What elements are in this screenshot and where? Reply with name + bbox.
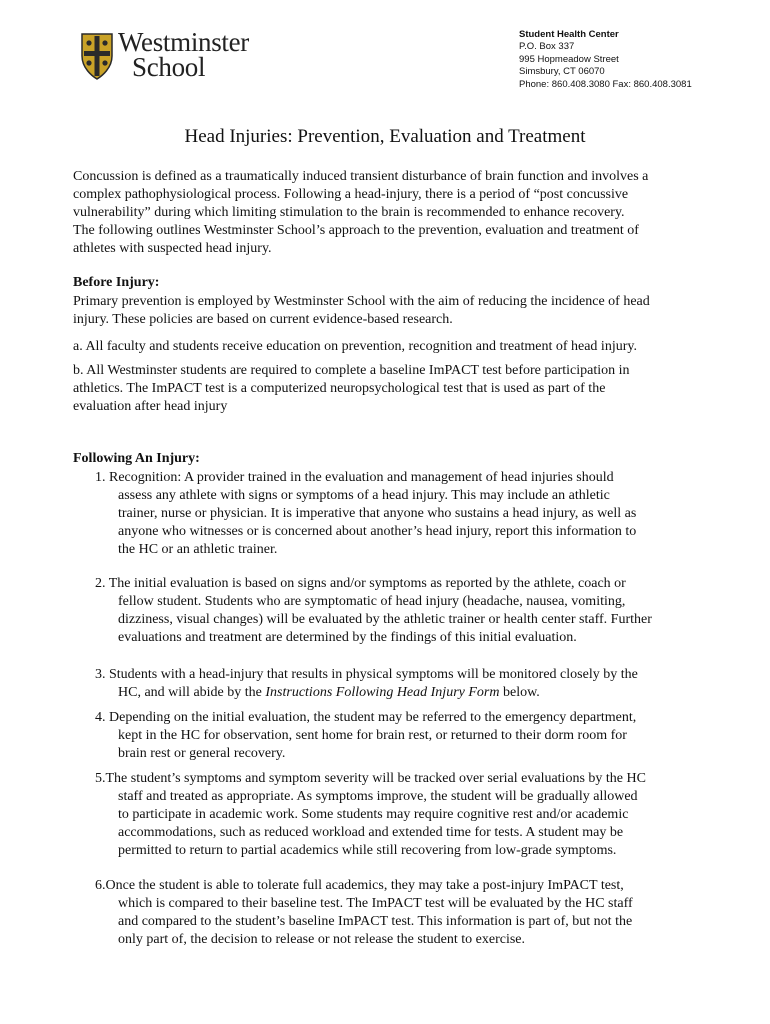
contact-phone-fax: Phone: 860.408.3080 Fax: 860.408.3081 — [519, 78, 692, 90]
contact-org: Student Health Center — [519, 29, 619, 40]
list-item-5-line: accommodations, such as reduced workload and extended time for tests. A student may be — [118, 825, 624, 840]
list-item-4-line: kept in the HC for observation, sent home for brain rest, or returned to their dorm room for — [118, 728, 627, 743]
intro-line: athletes with suspected head injury. — [73, 241, 272, 256]
intro-paragraph — [73, 168, 698, 258]
list-item-5-line: permitted to return to partial academics while still recovering from low-grade symptoms. — [118, 843, 617, 858]
intro-line: vulnerability” during which limiting stimulation to the brain is recommended to enhance recovery. — [73, 205, 625, 220]
contact-po-box: P.O. Box 337 — [519, 41, 575, 53]
list-item-2 — [95, 575, 700, 647]
list-item-5-line: to participate in academic work. Some students may require cognitive rest and/or academic — [118, 807, 629, 822]
contact-street: 995 Hopmeadow Street — [519, 53, 619, 65]
before-injury-line: Primary prevention is employed by Westminster School with the aim of reducing the incidence of head — [73, 294, 650, 309]
intro-line: The following outlines Westminster School’s approach to the prevention, evaluation and treatment of — [73, 223, 639, 238]
contact-city: Simsbury, CT 06070 — [519, 66, 605, 78]
school-name-line2: School — [132, 52, 206, 82]
list-item-2-line: 2. The initial evaluation is based on signs and/or symptoms as reported by the athlete, coach or — [95, 576, 626, 591]
item3-pre: HC, and will abide by the — [118, 685, 266, 700]
list-item-4-line: brain rest or general recovery. — [118, 746, 286, 761]
list-item-2-line: evaluations and treatment are determined by the findings of this initial evaluation. — [118, 630, 577, 645]
following-injury-heading: Following An Injury: — [73, 451, 200, 466]
list-item-6-line: which is compared to their baseline test. The ImPACT test will be evaluated by the HC staff — [118, 896, 633, 911]
list-item-4-line: 4. Depending on the initial evaluation, the student may be referred to the emergency department, — [95, 710, 637, 725]
list-item-4 — [95, 709, 700, 763]
before-injury-heading: Before Injury: — [73, 275, 160, 290]
before-injury-line: injury. These policies are based on current evidence-based research. — [73, 312, 453, 327]
list-item-6 — [95, 877, 700, 949]
item-b-line: athletics. The ImPACT test is a computerized neuropsychological test that is used as part of the — [73, 381, 606, 396]
list-item-5 — [95, 770, 700, 860]
item3-post: below. — [499, 685, 540, 700]
instructions-form-reference: Instructions Following Head Injury Form — [265, 685, 500, 700]
school-crest-icon — [80, 32, 114, 85]
list-item-2-line: fellow student. Students who are symptomatic of head injury (headache, nausea, vomiting, — [118, 594, 626, 609]
list-item-2-line: dizziness, visual changes) will be evaluated by the athletic trainer or health center staff. Further — [118, 612, 652, 627]
list-item-1 — [95, 469, 700, 559]
list-item-5-line: 5.The student’s symptoms and symptom severity will be tracked over serial evaluations by the HC — [95, 771, 646, 786]
list-item-3-line: 3. Students with a head-injury that results in physical symptoms will be monitored closely by the — [95, 667, 638, 682]
list-item-1-line: 1. Recognition: A provider trained in the evaluation and management of head injuries should — [95, 470, 614, 485]
before-injury-item-b — [73, 362, 698, 416]
list-item-6-line: only part of, the decision to release or not release the student to exercise. — [118, 932, 526, 947]
list-item-6-line: and compared to the student’s baseline ImPACT test. This information is part of, but not the — [118, 914, 633, 929]
item-b-line: b. All Westminster students are required to complete a baseline ImPACT test before participation in — [73, 363, 630, 378]
before-injury-paragraph — [73, 293, 698, 329]
list-item-3-line — [95, 684, 700, 702]
school-name — [118, 27, 250, 82]
list-item-1-line: trainer, nurse or physician. It is imperative that anyone who sustains a head injury, as well as — [118, 506, 637, 521]
contact-block — [519, 29, 692, 91]
list-item-1-line: anyone who witnesses or is concerned about another’s head injury, report this information to — [118, 524, 637, 539]
school-name-line1: Westminster — [118, 27, 250, 57]
list-item-1-line: the HC or an athletic trainer. — [118, 542, 278, 557]
list-item-1-line: assess any athlete with signs or symptoms of a head injury. This may include an athletic — [118, 488, 610, 503]
before-injury-item-a — [73, 338, 698, 356]
item-a-text: a. All faculty and students receive education on prevention, recognition and treatment of head injury. — [73, 339, 637, 354]
intro-line: Concussion is defined as a traumatically induced transient disturbance of brain function and involves a — [73, 169, 649, 184]
item-b-line: evaluation after head injury — [73, 399, 228, 414]
page-title: Head Injuries: Prevention, Evaluation and Treatment — [184, 126, 586, 147]
list-item-3 — [95, 666, 700, 702]
list-item-6-line: 6.Once the student is able to tolerate full academics, they may take a post-injury ImPACT test, — [95, 878, 624, 893]
intro-line: complex pathophysiological process. Following a head-injury, there is a period of “post concussive — [73, 187, 629, 202]
list-item-5-line: staff and treated as appropriate. As symptoms improve, the student will be gradually allowed — [118, 789, 638, 804]
